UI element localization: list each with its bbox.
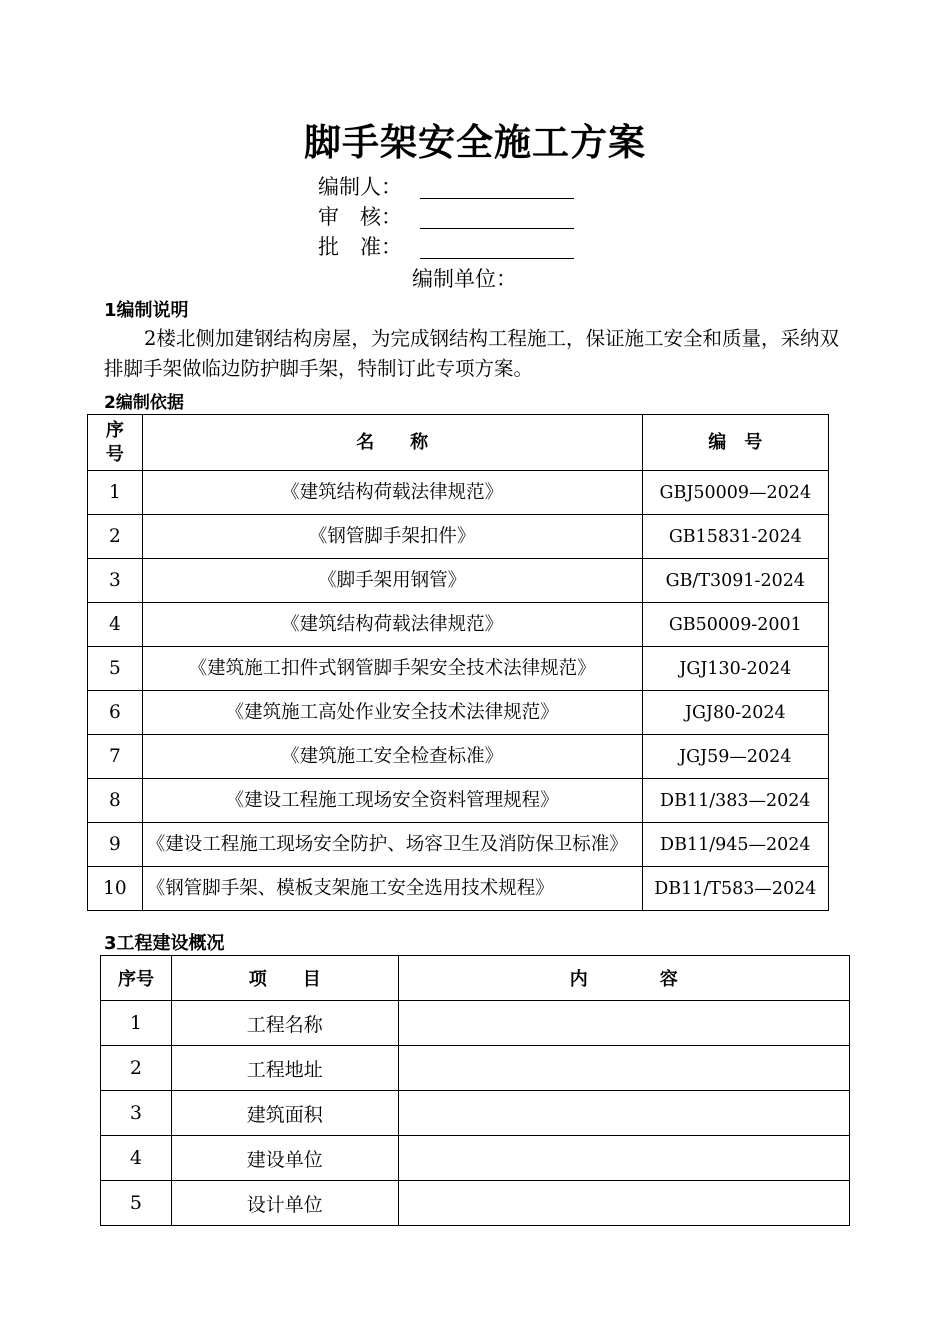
table-row xyxy=(88,735,829,779)
document-title: 脚手架安全施工方案 xyxy=(304,121,646,164)
section-3-heading: 3工程建设概况 xyxy=(104,933,225,954)
basis-no: 5 xyxy=(88,647,143,691)
table-row xyxy=(88,867,829,911)
basis-name xyxy=(142,823,642,867)
basis-no: 10 xyxy=(88,867,143,911)
basis-name: 《建筑结构荷载法律规范》 xyxy=(142,603,642,647)
overview-content xyxy=(398,1046,849,1091)
table-row xyxy=(88,603,829,647)
table-row xyxy=(88,779,829,823)
basis-header-code: 编 号 xyxy=(642,415,828,471)
overview-header-item: 项 目 xyxy=(171,956,398,1001)
basis-no: 9 xyxy=(88,823,143,867)
overview-content xyxy=(398,1001,849,1046)
signature-blank-author xyxy=(420,198,574,199)
basis-no: 8 xyxy=(88,779,143,823)
overview-no: 4 xyxy=(101,1136,172,1181)
overview-item: 工程名称 xyxy=(171,1001,398,1046)
basis-header-no xyxy=(88,415,143,471)
basis-code: DB11/383—2024 xyxy=(642,779,828,823)
basis-code: GB50009-2001 xyxy=(642,603,828,647)
table-row xyxy=(88,471,829,515)
table-row xyxy=(101,1091,850,1136)
basis-code: GBJ50009—2024 xyxy=(642,471,828,515)
basis-no: 1 xyxy=(88,471,143,515)
overview-content xyxy=(398,1136,849,1181)
basis-name-text: 《钢管脚手架、模板支架施工安全选用技术规程》 xyxy=(146,877,554,899)
basis-no: 4 xyxy=(88,603,143,647)
section-1-body: 2楼北侧加建钢结构房屋，为完成钢结构工程施工，保证施工安全和质量，采纳双排脚手架做临边防护脚手架，特制订此专项方案。 xyxy=(104,327,839,380)
overview-no: 5 xyxy=(101,1181,172,1226)
overview-item: 建筑面积 xyxy=(171,1091,398,1136)
basis-name xyxy=(142,647,642,691)
overview-table-header xyxy=(101,956,850,1001)
overview-table xyxy=(100,955,850,1226)
basis-name: 《建筑施工高处作业安全技术法律规范》 xyxy=(142,691,642,735)
basis-code: DB11/T583—2024 xyxy=(642,867,828,911)
basis-code: GB/T3091-2024 xyxy=(642,559,828,603)
basis-name xyxy=(142,867,642,911)
basis-name: 《建筑结构荷载法律规范》 xyxy=(142,471,642,515)
signature-row-author xyxy=(318,172,418,202)
basis-name: 《钢管脚手架扣件》 xyxy=(142,515,642,559)
table-row xyxy=(101,1046,850,1091)
basis-code: GB15831-2024 xyxy=(642,515,828,559)
section-2-heading: 2编制依据 xyxy=(104,393,184,413)
table-row xyxy=(88,515,829,559)
overview-no: 3 xyxy=(101,1091,172,1136)
basis-code: JGJ80-2024 xyxy=(642,691,828,735)
basis-code: JGJ59—2024 xyxy=(642,735,828,779)
signature-row-approver xyxy=(318,232,418,262)
overview-header-no: 序号 xyxy=(101,956,172,1001)
signature-label-author: 编制人： xyxy=(318,175,402,199)
basis-table xyxy=(87,414,829,911)
signature-label-reviewer: 审 核： xyxy=(318,205,402,229)
overview-no: 1 xyxy=(101,1001,172,1046)
basis-code: JGJ130-2024 xyxy=(642,647,828,691)
signature-label-approver: 批 准： xyxy=(318,235,402,259)
basis-header-name: 名 称 xyxy=(142,415,642,471)
overview-no: 2 xyxy=(101,1046,172,1091)
basis-no: 2 xyxy=(88,515,143,559)
basis-no: 6 xyxy=(88,691,143,735)
signature-row-reviewer xyxy=(318,202,418,232)
overview-header-content: 内 容 xyxy=(398,956,849,1001)
basis-name: 《脚手架用钢管》 xyxy=(142,559,642,603)
overview-item: 建设单位 xyxy=(171,1136,398,1181)
section-1-heading: 1编制说明 xyxy=(104,300,189,321)
table-row xyxy=(88,647,829,691)
table-row xyxy=(88,823,829,867)
basis-table-header xyxy=(88,415,829,471)
signature-blank-approver xyxy=(420,258,574,259)
signature-blank-reviewer xyxy=(420,228,574,229)
table-row xyxy=(101,1001,850,1046)
basis-name-text: 《建设工程施工现场安全防护、场容卫生及消防保卫标准》 xyxy=(146,833,628,855)
table-row xyxy=(101,1181,850,1226)
table-row xyxy=(88,691,829,735)
basis-header-no-label: 序号 xyxy=(105,419,124,465)
basis-no: 7 xyxy=(88,735,143,779)
overview-content xyxy=(398,1091,849,1136)
overview-content xyxy=(398,1181,849,1226)
compiling-unit-label: 编制单位： xyxy=(412,267,517,291)
basis-name: 《建设工程施工现场安全资料管理规程》 xyxy=(142,779,642,823)
basis-code: DB11/945—2024 xyxy=(642,823,828,867)
basis-name-text: 《建筑施工扣件式钢管脚手架安全技术法律规范》 xyxy=(188,657,596,679)
overview-item: 工程地址 xyxy=(171,1046,398,1091)
basis-name: 《建筑施工安全检查标准》 xyxy=(142,735,642,779)
overview-item: 设计单位 xyxy=(171,1181,398,1226)
table-row xyxy=(101,1136,850,1181)
table-row xyxy=(88,559,829,603)
basis-no: 3 xyxy=(88,559,143,603)
